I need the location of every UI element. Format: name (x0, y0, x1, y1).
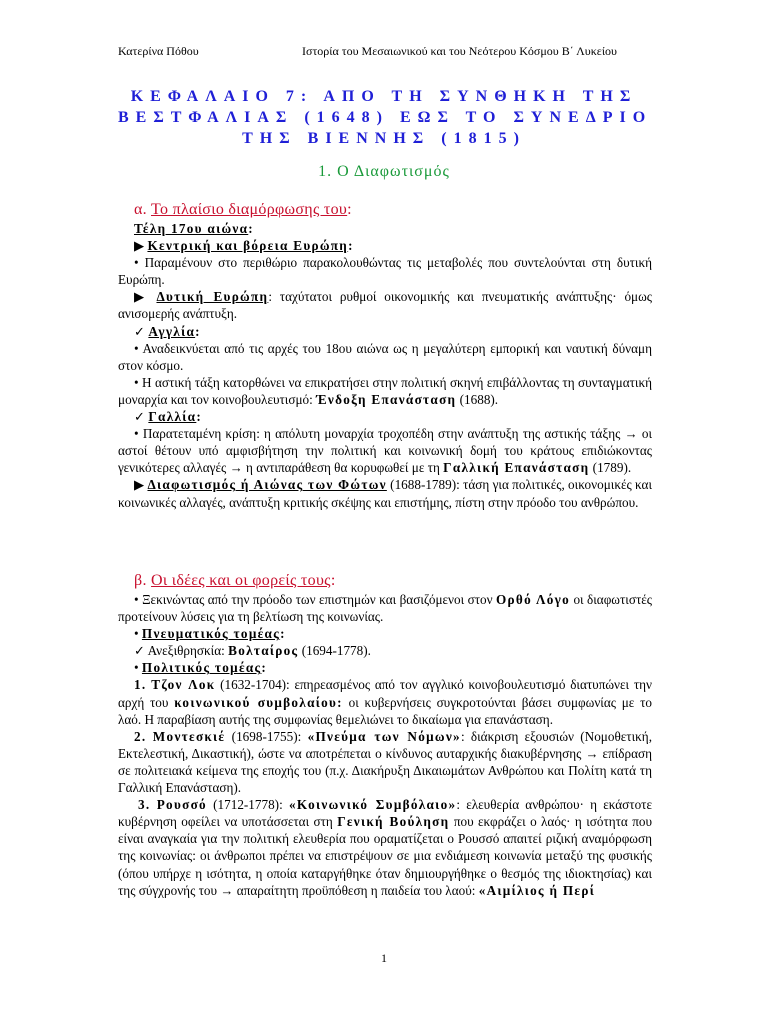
checkmark-icon: ✓ (134, 409, 146, 425)
locke-paragraph: 1. Τζον Λοκ (1632-1704): επηρεασμένος από τον αγγλικό κοινοβουλευτισμό διατυπώνει την αρχή του κοινωνικού συμβολαίου: οι κυβερνήσεις συγκροτούνται βάσει συμφωνίας με το λαό. Η παραβίαση αυτής της συμφωνίας θεμελιώνει το δικαίωμα για επανάσταση. (118, 677, 653, 727)
chapter-title-line: ΚΕΦΑΛΑΙΟ 7: ΑΠΟ ΤΗ ΣΥΝΘΗΚΗ ΤΗΣ (130, 88, 638, 105)
france-heading: ✓ Γαλλία: (134, 409, 203, 425)
header-course: Ιστορία του Μεσαιωνικού και του Νεότερου Κόσμου Β΄ Λυκείου (302, 44, 617, 58)
england-heading: ✓ Αγγλία: (134, 323, 201, 339)
part-a (118, 200, 652, 511)
part-a-heading: α. Το πλαίσιο διαμόρφωσης του: (134, 201, 352, 218)
bullet-icon: • (134, 626, 139, 642)
rousseau-paragraph: 3. Ρουσσό (1712-1778): «Κοινωνικό Συμβόλαιο»: ελευθερία ανθρώπου· η εκάστοτε κυβέρνηση οφείλει να υποτάσσεται στη Γενική Βούληση που εκφράζει ο λαός· η ισότητα που είναι αναγκαία για την πολιτική ελευθερία που οραματίζεται ο Ρουσσό απαιτεί ριζική αναμόρφωση της κοινωνίας: οι άνθρωποι πρέπει να επιστρέψουν σε μια ενδιάμεση κοινωνία μεταξύ της φυσικής (όπου υπήρχε η ισότητα, η οποία καταργήθηκε όταν δημιουργήθηκε ο θεσμός της ιδιοκτησίας) και της σύγχρονής του → απαραίτητη προϋπόθεση η παιδεία του λαού: «Αιμίλιος ή Περί (118, 797, 653, 898)
bullet-icon: • (134, 660, 139, 676)
page-header (0, 44, 768, 64)
political-heading: • Πολιτικός τομέας: (134, 660, 268, 676)
intro-paragraph: • Ξεκινώντας από την πρόοδο των επιστημών και βασιζόμενοι στον Ορθό Λόγο οι διαφωτιστές προτείνουν λύσεις για τη βελτίωση της κοινωνίας. (118, 592, 653, 625)
triangle-icon: ▶ (134, 289, 149, 305)
bullet-icon: • (134, 426, 139, 442)
enlightenment-paragraph: ▶ Διαφωτισμός ή Αιώνας των Φώτων (1688-1789): τάση για πολιτικές, οικονομικές και κοινωνικές αλλαγές, ανάπτυξη κριτικής σκέψης και επιστήμης, πίστη στην πρόοδο του ανθρώπου. (118, 477, 653, 510)
bullet-icon: • (134, 374, 139, 390)
period-label: Τέλη 17ου αιώνα: (134, 221, 254, 236)
chapter-title (118, 86, 653, 149)
part-b-heading: β. Οι ιδέες και οι φορείς τους: (134, 572, 336, 589)
checkmark-icon: ✓ (134, 643, 146, 659)
triangle-icon: ▶ (134, 477, 145, 493)
bullet-icon: • (134, 592, 139, 607)
bullet-icon: • (134, 255, 139, 271)
spiritual-heading: • Πνευματικός τομέας: (134, 626, 286, 642)
chapter-title-line: ΤΗΣ ΒΙΕΝΝΗΣ (1815) (242, 130, 526, 147)
west-paragraph: ▶ Δυτική Ευρώπη: ταχύτατοι ρυθμοί οικονομικής και πνευματικής ανάπτυξης· όμως ανισομερής ανάπτυξη. (118, 289, 653, 322)
section-title: 1. Ο Διαφωτισμός (318, 163, 450, 180)
part-a-heading-text: Το πλαίσιο διαμόρφωσης του (151, 201, 348, 218)
triangle-icon: ▶ (134, 238, 145, 254)
tolerance-line: ✓ Ανεξιθρησκία: Βολταίρος (1694-1778). (134, 643, 371, 659)
checkmark-icon: ✓ (134, 323, 146, 339)
part-b (118, 571, 652, 899)
page-number: 1 (381, 951, 387, 965)
bullet-icon: • (134, 340, 139, 356)
montesquieu-paragraph: 2. Μοντεσκιέ (1698-1755): «Πνεύμα των Νόμων»: διάκριση εξουσιών (Νομοθετική, Εκτελεστική, Δικαστική), ώστε να αποτρέπεται ο κίνδυνος αυταρχικής διακυβέρνησης → επίδραση σε πολιτειακά κείμενα της εποχής του (π.χ. Διακήρυξη Δικαιωμάτων Ανθρώπου και Πολίτη κατά τη Γαλλική Επανάσταση). (118, 728, 652, 796)
central-north-paragraph: • Παραμένουν στο περιθώριο παρακολουθώντας τις μεταβολές που συντελούνται στη δυτική Ευρώπη. (118, 255, 653, 288)
england-paragraph: • Αναδεικνύεται από τις αρχές του 18ου αιώνα ως η μεγαλύτερη εμπορική και ναυτική δύναμη στον κόσμο. (118, 340, 652, 373)
central-north-heading: ▶ Κεντρική και βόρεια Ευρώπη: (134, 238, 354, 254)
france-paragraph: • Παρατεταμένη κρίση: η απόλυτη μοναρχία τροχοπέδη στην ανάπτυξη της αστικής τάξης → οι αστοί θέτουν υπό αμφισβήτηση την πολιτική και κοινωνική δομή του κράτους επιδιώκοντας γενικότερες αλλαγές → η αντιπαράθεση θα κορυφωθεί με τη Γαλλική Επανάσταση (1789). (118, 426, 653, 476)
chapter-title-line: ΒΕΣΤΦΑΛΙΑΣ (1648) ΕΩΣ ΤΟ ΣΥΝΕΔΡΙΟ (118, 109, 653, 126)
part-b-heading-text: Οι ιδέες και οι φορείς τους (151, 572, 331, 589)
england-paragraph: • Η αστική τάξη κατορθώνει να επικρατήσει στην πολιτική σκηνή επιβάλλοντας τη συνταγματική μοναρχία και τον κοινοβουλευτισμό: Ένδοξη Επανάσταση (1688). (118, 374, 652, 407)
header-author: Κατερίνα Πόθου (118, 44, 199, 58)
